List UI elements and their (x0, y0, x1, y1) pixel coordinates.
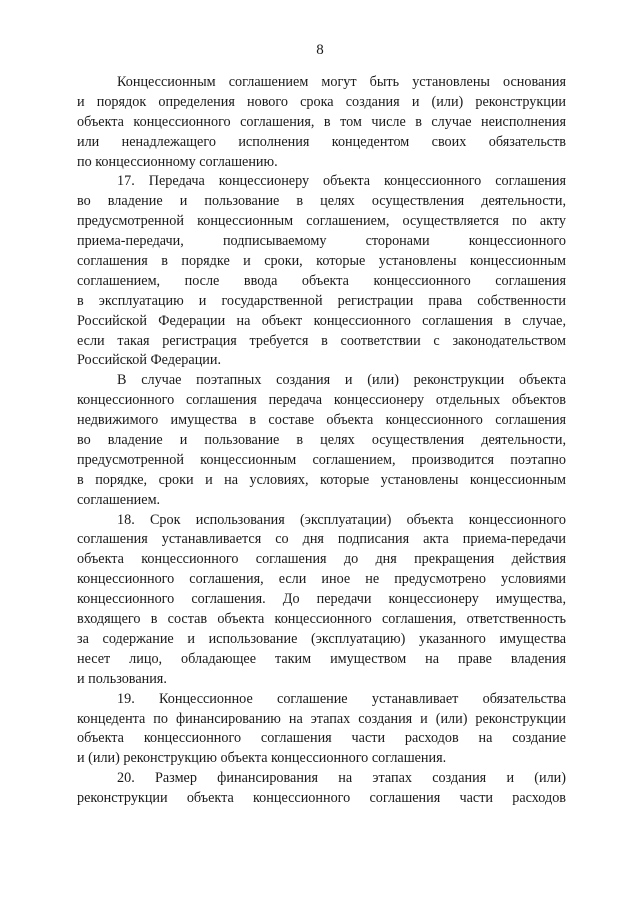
paragraph (77, 690, 566, 770)
text-line: 17. Передача концессионеру объекта концессионного соглашения (117, 173, 566, 190)
text-line: соглашением, после ввода объекта концессионного соглашения (77, 272, 566, 289)
text-line: концедента по финансированию на этапах создания и (или) реконструкции (77, 710, 566, 727)
text-line: 18. Срок использования (эксплуатации) объекта концессионного (117, 511, 566, 528)
text-line: соглашения в порядке и сроки, которые установлены концессионным (77, 253, 566, 270)
text-line: концессионного соглашения передача концессионеру отдельных объектов (77, 392, 566, 409)
text-line: концессионного соглашения. До передачи концессионеру имущества, (77, 591, 566, 608)
text-line: объекта концессионного соглашения части расходов на создание (77, 730, 566, 747)
paragraph (77, 172, 566, 371)
text-line: если такая регистрация требуется в соответствии с законодательством (77, 332, 566, 349)
text-line: соглашения устанавливается со дня подписания акта приема-передачи (77, 531, 566, 548)
text-line: предусмотренной концессионным соглашением, осуществляется по акту (77, 213, 566, 230)
text-line: реконструкции объекта концессионного соглашения части расходов (77, 790, 566, 807)
paragraph (77, 769, 566, 809)
text-line: и порядок определения нового срока создания и (или) реконструкции (77, 93, 566, 110)
text-line: во владение и пользование в целях осуществления деятельности, (77, 193, 566, 210)
text-line: 19. Концессионное соглашение устанавливает обязательства (117, 690, 566, 707)
text-line: В случае поэтапных создания и (или) реконструкции объекта (117, 372, 566, 389)
text-line: и (или) реконструкцию объекта концессионного соглашения. (77, 750, 447, 767)
text-line: концессионного соглашения, если иное не предусмотрено условиями (77, 571, 566, 588)
paragraph (77, 511, 566, 690)
text-line: в порядке, сроки и на условиях, которые установлены концессионным (77, 471, 566, 488)
text-line: или ненадлежащего исполнения концедентом своих обязательств (77, 133, 566, 150)
text-line: во владение и пользование в целях осуществления деятельности, (77, 432, 566, 449)
text-line: объекта концессионного соглашения до дня прекращения действия (77, 551, 566, 568)
text-line: Российской Федерации на объект концессионного соглашения в случае, (77, 312, 566, 329)
paragraph (77, 371, 566, 510)
text-line: Российской Федерации. (77, 352, 222, 369)
text-line: за содержание и использование (эксплуатацию) указанного имущества (77, 630, 566, 647)
text-line: входящего в состав объекта концессионного соглашения, ответственность (77, 611, 566, 628)
text-line: и пользования. (77, 670, 167, 687)
text-line: приема-передачи, подписываемому сторонами концессионного (77, 233, 566, 250)
text-line: Концессионным соглашением могут быть установлены основания (117, 74, 566, 90)
text-line: в эксплуатацию и государственной регистрации права собственности (77, 292, 566, 309)
page-number: 8 (316, 42, 324, 58)
paragraph (77, 73, 566, 172)
text-line: несет лицо, обладающее таким имуществом на праве владения (77, 650, 566, 667)
text-line: 20. Размер финансирования на этапах создания и (или) (117, 770, 566, 787)
text-line: предусмотренной концессионным соглашением, производится поэтапно (77, 451, 566, 468)
document-body (77, 73, 566, 809)
text-line: объекта концессионного соглашения, в том числе в случае неисполнения (77, 113, 566, 130)
text-line: по концессионному соглашению. (77, 153, 278, 170)
text-line: недвижимого имущества в составе объекта концессионного соглашения (77, 412, 566, 429)
text-line: соглашением. (77, 491, 161, 508)
